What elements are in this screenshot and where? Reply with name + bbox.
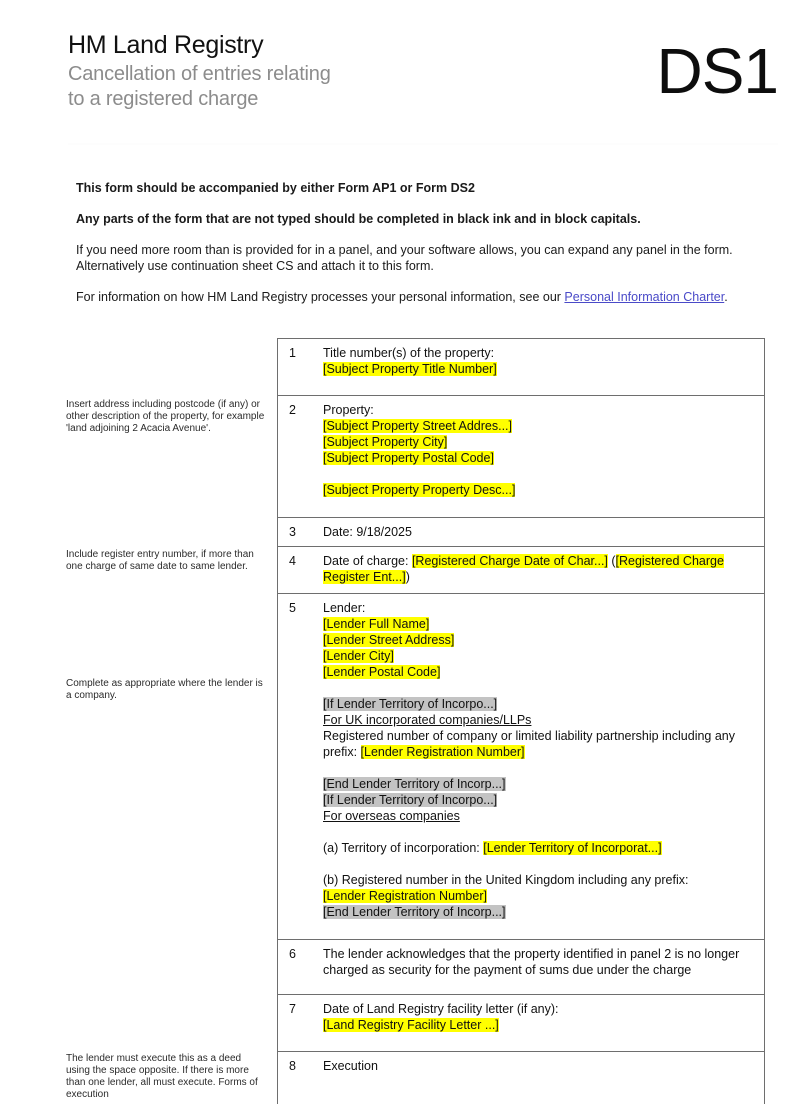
conditional-end-uk[interactable]	[323, 776, 754, 792]
field-lender-street-address[interactable]	[323, 632, 754, 648]
panel-5-spacer-4	[323, 856, 754, 872]
field-subject-property-street-address[interactable]	[323, 418, 754, 434]
panel-number: 4	[289, 554, 296, 568]
conditional-token: [If Lender Territory of Incorpo...]	[323, 697, 498, 711]
conditional-token: [End Lender Territory of Incorp...]	[323, 905, 506, 919]
panel-3-date-value[interactable]: Date: 9/18/2025	[323, 525, 412, 539]
conditional-token: [End Lender Territory of Incorp...]	[323, 777, 506, 791]
panel-facility-letter	[278, 995, 764, 1052]
merge-field-uk-registration-number: [Lender Registration Number]	[360, 745, 525, 759]
margin-note-company: Complete as appropriate where the lender is a company.	[66, 678, 263, 701]
panel-date-of-charge	[278, 547, 764, 594]
heading-uk-incorporated: For UK incorporated companies/LLPs	[323, 713, 532, 727]
field-land-registry-facility-letter[interactable]	[323, 1017, 754, 1033]
panel-content	[323, 594, 764, 939]
intro-text-block	[76, 180, 766, 305]
field-overseas-registration-number[interactable]	[323, 888, 754, 904]
merge-field-register-entry: [Registered Charge Register Ent...]	[323, 554, 724, 584]
panel-property	[278, 396, 764, 518]
merge-field-token: [Lender Registration Number]	[323, 889, 487, 903]
territory-of-incorporation-line[interactable]	[323, 840, 754, 856]
uk-registered-number-line[interactable]	[323, 728, 754, 760]
conditional-end-overseas[interactable]	[323, 904, 754, 920]
territory-label: (a) Territory of incorporation:	[323, 841, 484, 855]
field-subject-property-title-number[interactable]	[323, 361, 754, 377]
organisation-name: HM Land Registry	[68, 31, 264, 59]
panel-6-acknowledgement-text: The lender acknowledges that the property identified in panel 2 is no longer charged as security for the payment of sums due under the charge	[323, 947, 740, 977]
field-lender-full-name[interactable]	[323, 616, 754, 632]
merge-field-token: [Lender Postal Code]	[323, 665, 441, 679]
panel-content	[323, 396, 764, 517]
panel-content	[323, 547, 764, 593]
panel-number: 8	[289, 1059, 296, 1073]
form-panels-table	[277, 338, 765, 1104]
panel-content	[323, 339, 764, 395]
merge-field-charge-date: [Registered Charge Date of Char...]	[411, 554, 608, 568]
conditional-token: [If Lender Territory of Incorpo...]	[323, 793, 498, 807]
intro-black-ink-note: Any parts of the form that are not typed should be completed in black ink and in block capitals.	[76, 212, 641, 226]
merge-field-token: [Subject Property Title Number]	[323, 362, 497, 376]
panel-number: 3	[289, 525, 296, 539]
conditional-if-overseas-open[interactable]	[323, 792, 754, 808]
merge-field-token: [Lender Full Name]	[323, 617, 430, 631]
intro-more-room-note: If you need more room than is provided for in a panel, and your software allows, you can expand any panel in the form. Alternatively use continuation sheet CS and attach it to this form.	[76, 243, 733, 273]
panel-title-number	[278, 339, 764, 396]
merge-field-token: [Lender Street Address]	[323, 633, 455, 647]
panel-1-label: Title number(s) of the property:	[323, 346, 495, 360]
panel-content	[323, 940, 764, 994]
intro-privacy-suffix: .	[724, 290, 728, 304]
merge-field-lender-territory: [Lender Territory of Incorporat...]	[483, 841, 662, 855]
panel-content	[323, 1052, 764, 1104]
margin-note-execution: The lender must execute this as a deed using the space opposite. If there is more than one lender, all must execute. Forms of execution	[66, 1053, 258, 1100]
panel-5-spacer-1	[323, 680, 754, 696]
panel-number: 7	[289, 1002, 296, 1016]
merge-field-token: [Subject Property Street Addres...]	[323, 419, 512, 433]
panel-date	[278, 518, 764, 547]
panel-5-label: Lender:	[323, 601, 366, 615]
panel-acknowledgement	[278, 940, 764, 995]
panel-2-label: Property:	[323, 403, 374, 417]
conditional-if-uk-open[interactable]	[323, 696, 754, 712]
field-subject-property-description[interactable]	[323, 482, 754, 498]
overseas-registered-number-label: (b) Registered number in the United Kingdom including any prefix:	[323, 873, 689, 887]
intro-privacy-note	[76, 289, 766, 305]
panel-number: 5	[289, 601, 296, 615]
panel-number: 6	[289, 947, 296, 961]
panel-number: 1	[289, 346, 296, 360]
personal-information-charter-link[interactable]: Personal Information Charter	[564, 290, 725, 304]
panel-number: 2	[289, 403, 296, 417]
form-header	[0, 0, 800, 145]
merge-field-token: [Subject Property City]	[323, 435, 448, 449]
panel-2-spacer	[323, 466, 754, 482]
panel-content	[323, 995, 764, 1051]
field-lender-postal-code[interactable]	[323, 664, 754, 680]
panel-execution	[278, 1052, 764, 1104]
intro-privacy-prefix: For information on how HM Land Registry processes your personal information, see our	[76, 290, 565, 304]
form-subtitle	[68, 62, 588, 112]
merge-field-token: [Subject Property Property Desc...]	[323, 483, 516, 497]
panel-4-paren-open: (	[607, 554, 616, 568]
panel-4-label: Date of charge:	[323, 554, 412, 568]
intro-accompany-note: This form should be accompanied by either Form AP1 or Form DS2	[76, 181, 475, 195]
merge-field-token: [Lender City]	[323, 649, 394, 663]
form-code-label: DS1	[656, 35, 778, 107]
field-lender-city[interactable]	[323, 648, 754, 664]
panel-5-spacer-2	[323, 760, 754, 776]
panel-4-charge-line[interactable]	[323, 553, 754, 585]
form-subtitle-line-2: to a registered charge	[68, 88, 259, 110]
panel-7-label: Date of Land Registry facility letter (if any):	[323, 1002, 559, 1016]
margin-note-charge: Include register entry number, if more than one charge of same date to same lender.	[66, 549, 254, 572]
field-subject-property-postal-code[interactable]	[323, 450, 754, 466]
panel-4-paren-close: )	[405, 570, 410, 584]
merge-field-token: [Subject Property Postal Code]	[323, 451, 494, 465]
merge-field-token: [Land Registry Facility Letter ...]	[323, 1018, 499, 1032]
form-subtitle-line-1: Cancellation of entries relating	[68, 63, 331, 85]
panel-5-spacer-3	[323, 824, 754, 840]
panel-content	[323, 518, 764, 546]
panel-8-label: Execution	[323, 1059, 378, 1073]
brand-block	[68, 30, 588, 112]
field-subject-property-city[interactable]	[323, 434, 754, 450]
heading-overseas-companies: For overseas companies	[323, 809, 460, 823]
panel-lender	[278, 594, 764, 940]
header-divider	[68, 143, 778, 145]
margin-note-property: Insert address including postcode (if any) or other description of the property, for example 'land adjoining 2 Acacia Avenue'.	[66, 399, 265, 434]
uk-registered-number-text: Registered number of company or limited liability partnership including any prefix:	[323, 729, 736, 759]
